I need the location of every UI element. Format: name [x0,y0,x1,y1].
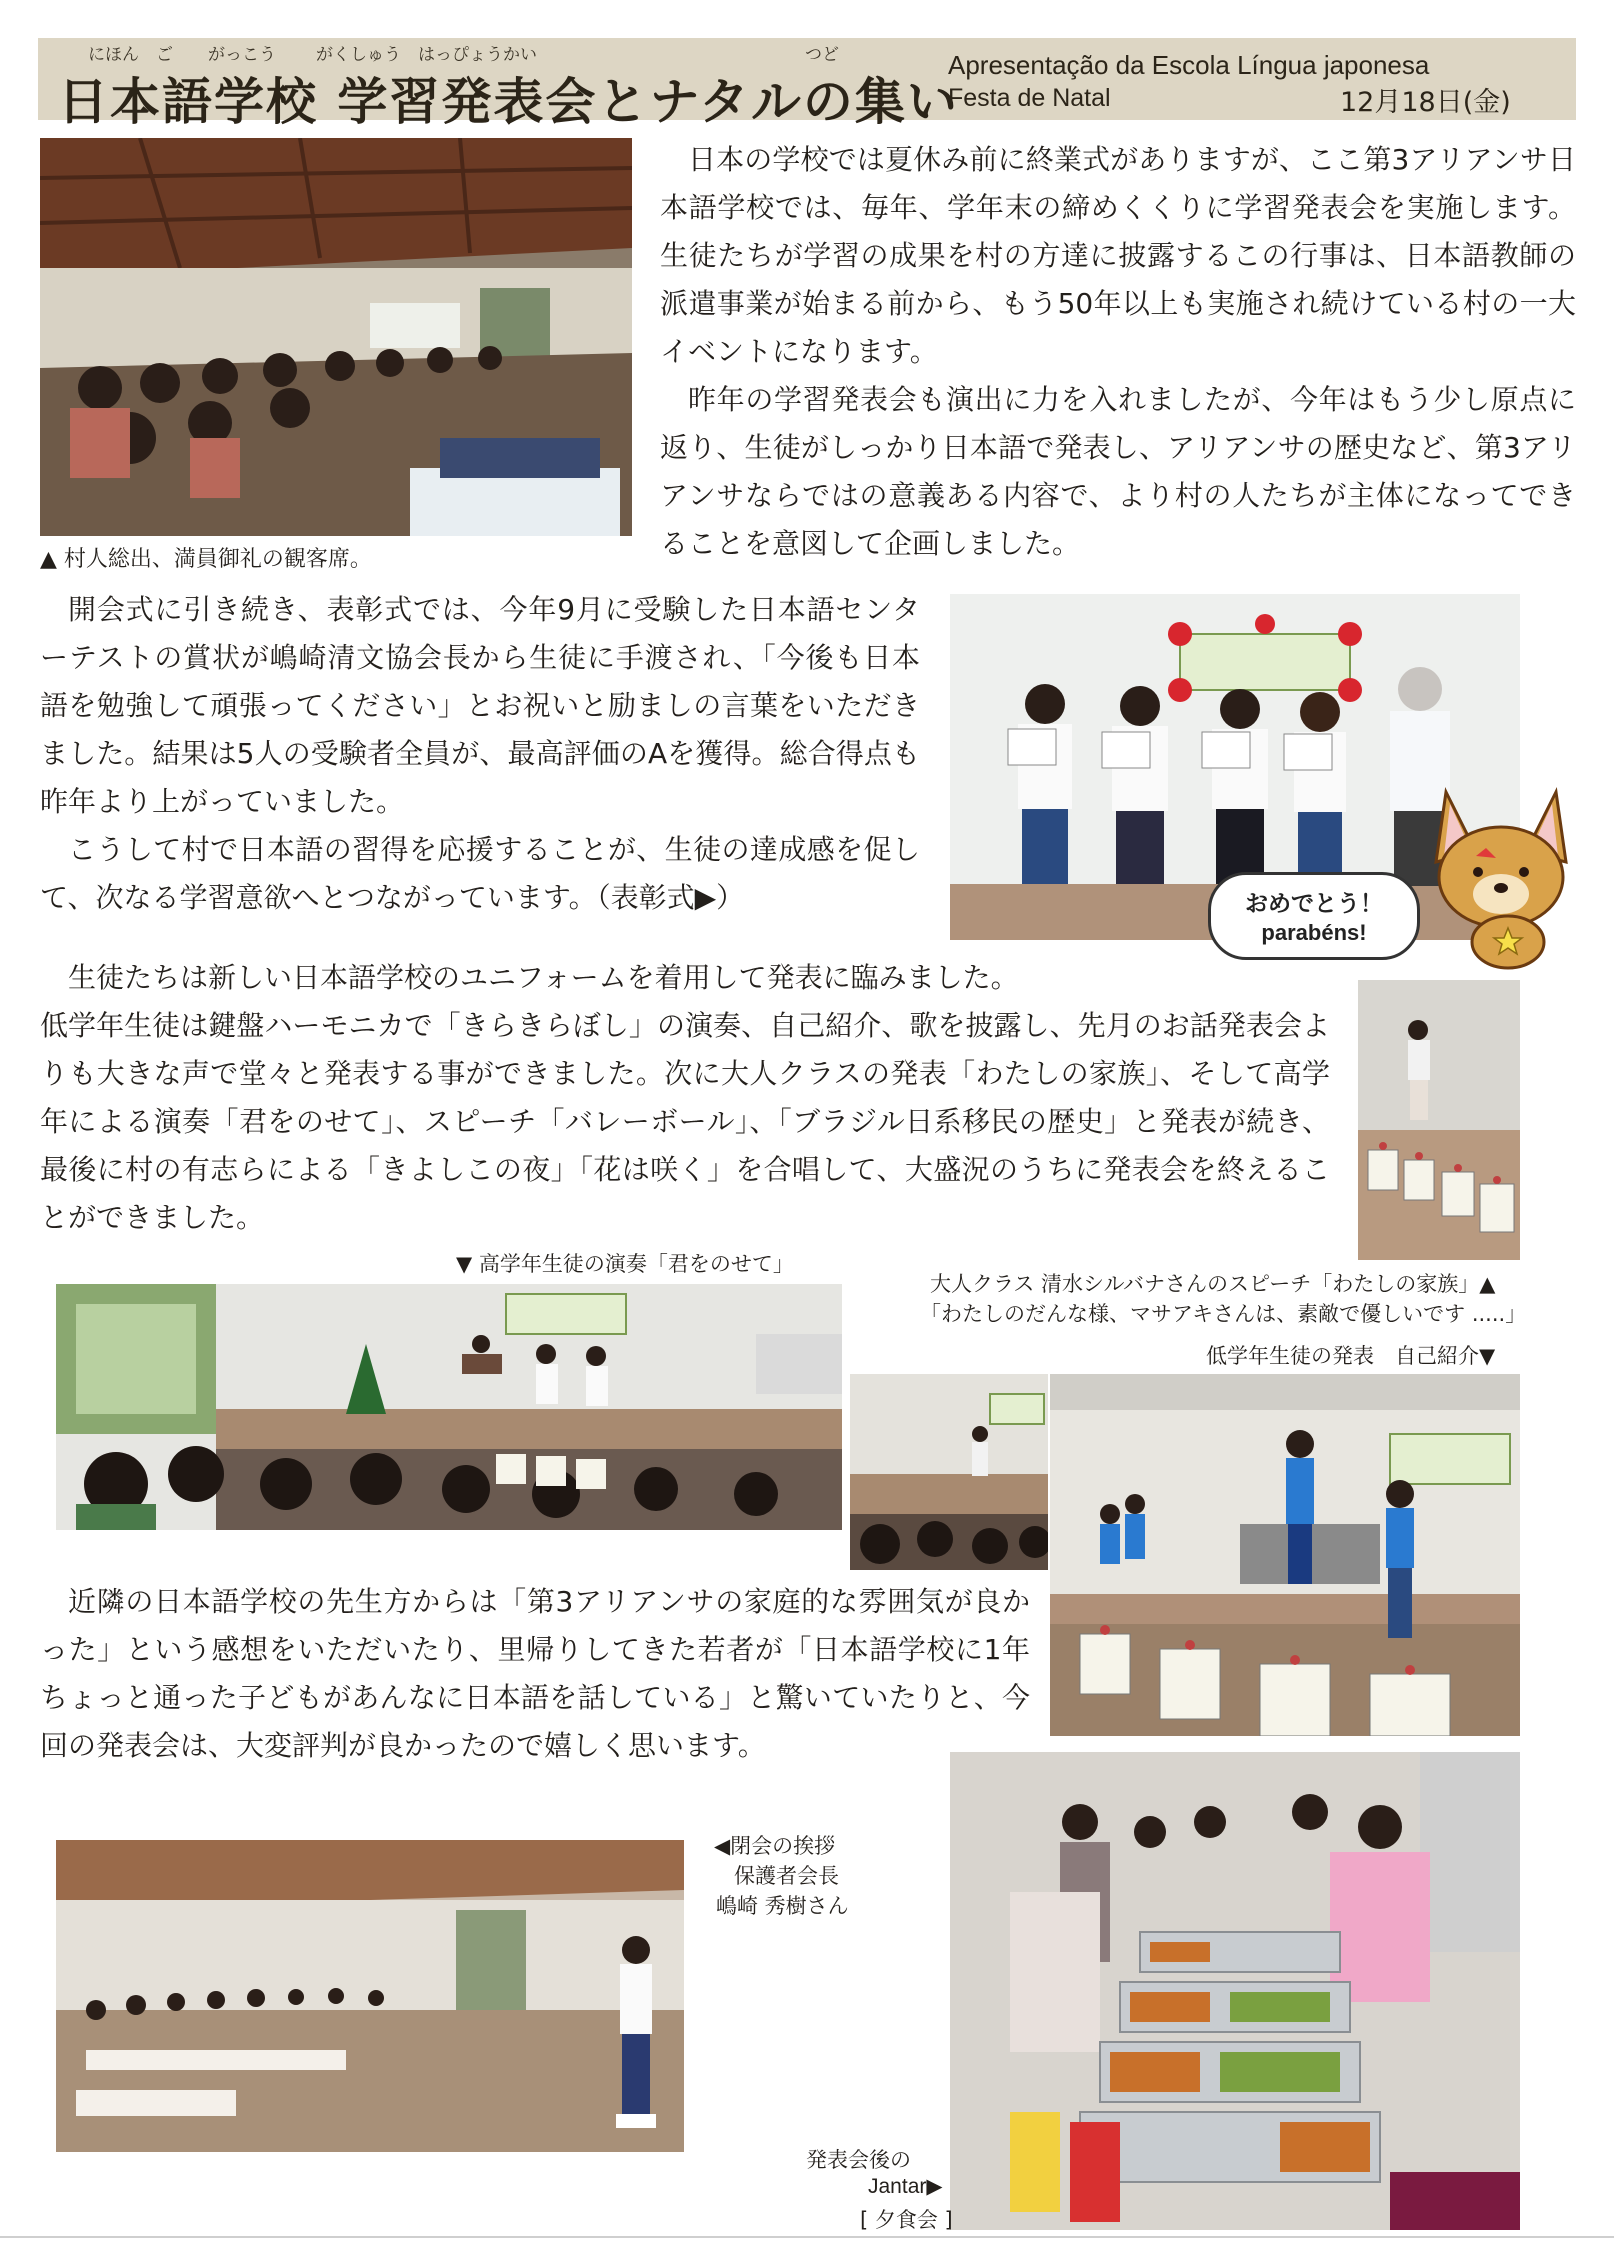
caption-lower-grade: 低学年生徒の発表 自己紹介▼ [1206,1344,1496,1368]
caption-adult-line1: 大人クラス 清水シルバナさんのスピーチ「わたしの家族」▲ [930,1272,1496,1296]
photo-upper-grade [56,1284,842,1530]
mascot-illustration [1416,782,1586,972]
caption-dinner-3: [ 夕食会 ] [860,2208,953,2232]
furigana-tsudo: つど [805,45,839,65]
caption-dinner-2: Jantar▶ [868,2175,943,2198]
caption-closing-2: 保護者会長 [734,1864,839,1888]
header-band [38,38,1576,131]
event-date: 12月18日(金) [1340,87,1511,118]
furigana-gakkou: がっこう [208,45,276,65]
award-paragraph-1: 開会式に引き続き、表彰式では、今年9月に受験した日本語センターテストの賞状が嶋崎清文協会長から生徒に手渡され、「今後も日本語を勉強して頑張ってください」とお祝いと励ましの言葉をいただきました。結果は5人の受験者全員が、最高評価のAを獲得。総合得点も昨年より上がっていました。 [40,593,920,818]
intro-paragraph-2: 昨年の学習発表会も演出に力を入れましたが、今年はもう少し原点に返り、生徒がしっかり日本語で発表し、アリアンサの歴史など、第3アリアンサならではの意義ある内容で、より村の人たちが主体になってできることを意図して企画しました。 [660,383,1576,560]
caption-closing-1: ◀閉会の挨拶 [714,1834,836,1858]
photo-adult-speech-2 [850,1374,1048,1570]
photo-adult-speech [1358,980,1520,1260]
feedback-paragraph: 近隣の日本語学校の先生方からは「第3アリアンサの家庭的な雰囲気が良かった」という感想をいただいたり、里帰りしてきた若者が「日本語学校に1年ちょっと通った子どもがあんなに日本語を話している」と驚いていたりと、今回の発表会は、大変評判が良かったので嬉しく思います。 [40,1585,1030,1762]
program-section [40,954,1358,1002]
bubble-text-japanese: おめでとう！ [1245,891,1383,917]
bubble-text-portuguese: parabéns! [1261,920,1367,945]
photo-closing-speech [56,1840,684,2152]
subtitle-portuguese: Apresentação da Escola Língua japonesa [948,50,1430,80]
caption-dinner-1: 発表会後の [806,2148,911,2172]
caption-audience: ▲ 村人総出、満員御礼の観客席。 [40,547,372,572]
bottom-divider [0,2236,1614,2238]
intro-section [660,136,1576,568]
furigana-go: ご [156,45,173,65]
caption-adult-line2: 「わたしのだんな様、マサアキさんは、素敵で優しいです .....」 [920,1302,1527,1326]
photo-audience [40,138,632,536]
caption-closing-3: 嶋崎 秀樹さん [716,1894,849,1918]
program-section-2 [40,1002,1330,1242]
award-section [40,586,920,922]
photo-lower-grade [1050,1374,1520,1736]
award-paragraph-2: こうして村で日本語の習得を応援することが、生徒の達成感を促して、次なる学習意欲へとつながっています。（表彰式▶） [40,833,920,914]
furigana-happyoukai: はっぴょうかい [418,45,537,65]
page-title: 日本語学校 学習発表会とナタルの集い [58,73,959,131]
program-paragraph-1: 生徒たちは新しい日本語学校のユニフォームを着用して発表に臨みました。 [68,961,1019,994]
intro-paragraph-1: 日本の学校では夏休み前に終業式がありますが、ここ第3アリアンサ日本語学校では、毎年、学年末の締めくくりに学習発表会を実施します。生徒たちが学習の成果を村の方達に披露するこの行事は、日本語教師の派遣事業が始まる前から、もう50年以上も実施され続けている村の一大イベントになります。 [660,143,1576,368]
caption-upper-grade: ▼ 高学年生徒の演奏「君をのせて」 [456,1252,794,1276]
feedback-section [40,1578,1030,1770]
photo-dinner [950,1752,1520,2230]
program-paragraph-2: 低学年生徒は鍵盤ハーモニカで「きらきらぼし」の演奏、自己紹介、歌を披露し、先月のお話発表会よりも大きな声で堂々と発表する事ができました。次に大人クラスの発表「わたしの家族」、そして高学年による演奏「君をのせて」、スピーチ「バレーボール」、「ブラジル日系移民の歴史」と発表が続き、最後に村の有志らによる「きよしこの夜」「花は咲く」を合唱して、大盛況のうちに発表会を終えることができました。 [40,1009,1330,1234]
subtitle-festa: Festa de Natal [948,84,1111,112]
speech-bubble [1208,872,1420,960]
furigana-nihon: にほん [88,45,139,65]
furigana-gakushuu: がくしゅう [316,45,401,65]
